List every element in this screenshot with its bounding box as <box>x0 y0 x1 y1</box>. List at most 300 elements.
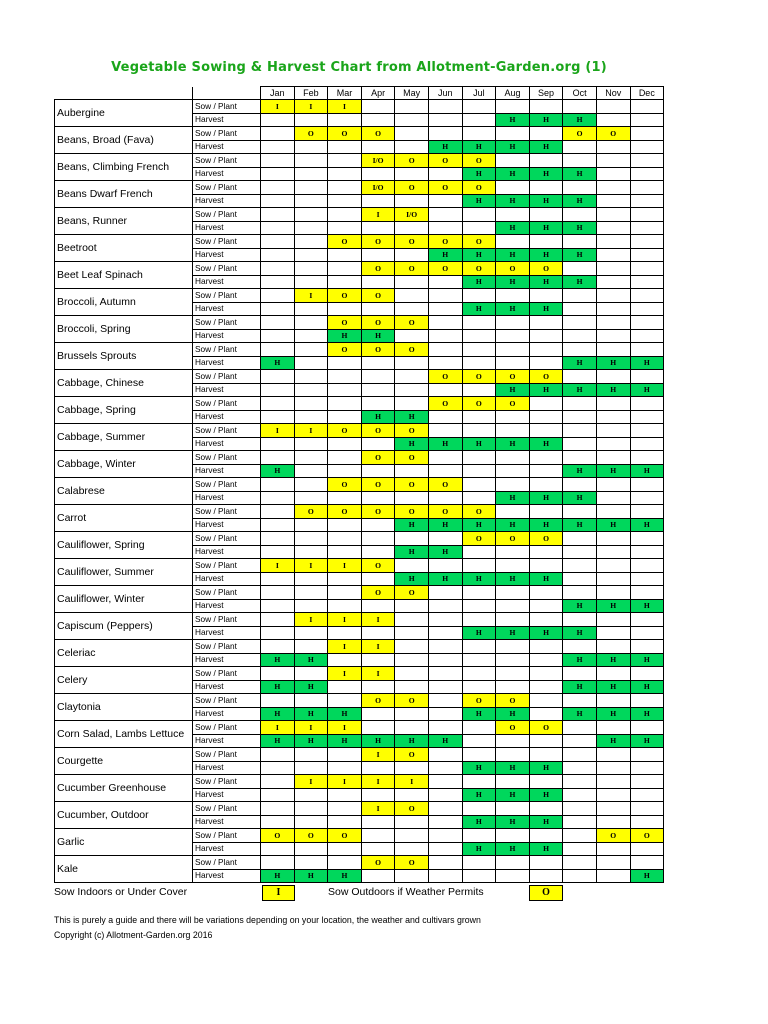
harvest-cell <box>361 248 395 262</box>
sow-cell <box>294 640 328 654</box>
harvest-cell <box>462 356 496 370</box>
harvest-cell <box>529 680 563 694</box>
sow-cell: O <box>496 532 530 546</box>
sow-cell <box>563 235 597 249</box>
sow-cell: O <box>496 370 530 384</box>
harvest-cell: H <box>529 140 563 154</box>
sow-cell: O <box>563 127 597 141</box>
sow-cell <box>529 127 563 141</box>
harvest-cell <box>294 329 328 343</box>
sow-cell <box>630 289 664 303</box>
harvest-cell <box>428 113 462 127</box>
harvest-cell <box>630 788 664 802</box>
sow-cell <box>328 181 362 195</box>
harvest-cell <box>630 761 664 775</box>
sow-cell <box>462 667 496 681</box>
sow-cell: I <box>395 775 429 789</box>
vegetable-name: Beans, Runner <box>55 208 193 235</box>
sow-cell: I <box>294 424 328 438</box>
sow-cell: O <box>428 397 462 411</box>
harvest-cell <box>563 761 597 775</box>
sow-cell <box>596 100 630 114</box>
sow-cell <box>428 316 462 330</box>
sow-cell: O <box>428 478 462 492</box>
harvest-cell <box>261 518 295 532</box>
sow-cell <box>529 802 563 816</box>
sow-cell: I <box>328 613 362 627</box>
harvest-cell <box>428 707 462 721</box>
sow-cell <box>261 154 295 168</box>
sow-cell <box>496 235 530 249</box>
harvest-cell <box>395 599 429 613</box>
harvest-cell: H <box>496 113 530 127</box>
harvest-cell <box>395 383 429 397</box>
sow-cell: I <box>328 100 362 114</box>
harvest-cell <box>328 410 362 424</box>
harvest-cell <box>361 869 395 883</box>
sow-cell <box>428 208 462 222</box>
sow-cell: I <box>361 208 395 222</box>
sow-label: Sow / Plant <box>193 397 261 411</box>
sow-cell <box>496 856 530 870</box>
harvest-cell <box>261 167 295 181</box>
sow-cell <box>294 154 328 168</box>
sow-cell: O <box>261 829 295 843</box>
harvest-cell: H <box>462 518 496 532</box>
sow-cell: O <box>395 586 429 600</box>
harvest-cell: H <box>596 383 630 397</box>
month-header: Sep <box>529 87 563 100</box>
sow-label: Sow / Plant <box>193 829 261 843</box>
harvest-cell <box>361 491 395 505</box>
sow-cell <box>630 667 664 681</box>
sow-cell: O <box>361 316 395 330</box>
harvest-cell <box>428 491 462 505</box>
harvest-label: Harvest <box>193 410 261 424</box>
sow-cell: O <box>328 316 362 330</box>
harvest-cell <box>563 410 597 424</box>
harvest-label: Harvest <box>193 221 261 235</box>
harvest-cell <box>361 707 395 721</box>
harvest-cell <box>294 842 328 856</box>
sow-cell <box>496 100 530 114</box>
sow-cell <box>328 856 362 870</box>
harvest-cell <box>361 599 395 613</box>
sow-label: Sow / Plant <box>193 478 261 492</box>
sow-cell: O <box>395 451 429 465</box>
harvest-cell <box>294 761 328 775</box>
harvest-cell: H <box>294 707 328 721</box>
harvest-cell: H <box>563 680 597 694</box>
sow-cell: O <box>428 262 462 276</box>
sow-label: Sow / Plant <box>193 694 261 708</box>
harvest-cell <box>261 572 295 586</box>
sow-cell <box>395 397 429 411</box>
sow-cell <box>361 721 395 735</box>
sow-cell <box>395 100 429 114</box>
harvest-label: Harvest <box>193 140 261 154</box>
sow-cell <box>462 127 496 141</box>
sow-cell <box>496 748 530 762</box>
sow-cell: O <box>361 856 395 870</box>
sow-cell <box>630 424 664 438</box>
harvest-cell <box>395 815 429 829</box>
vegetable-name: Beetroot <box>55 235 193 262</box>
sow-label: Sow / Plant <box>193 127 261 141</box>
harvest-cell: H <box>361 329 395 343</box>
sow-cell <box>261 397 295 411</box>
harvest-cell: H <box>328 869 362 883</box>
harvest-cell: H <box>496 302 530 316</box>
sow-cell <box>261 613 295 627</box>
harvest-cell <box>596 815 630 829</box>
harvest-cell <box>428 626 462 640</box>
harvest-cell <box>596 761 630 775</box>
harvest-cell <box>395 680 429 694</box>
sow-cell <box>563 748 597 762</box>
sow-cell <box>596 559 630 573</box>
harvest-cell <box>261 842 295 856</box>
harvest-cell <box>261 113 295 127</box>
sow-cell: O <box>529 262 563 276</box>
harvest-cell <box>630 572 664 586</box>
sow-cell <box>596 640 630 654</box>
harvest-cell: H <box>529 788 563 802</box>
harvest-cell: H <box>462 140 496 154</box>
vegetable-name: Beans, Climbing French <box>55 154 193 181</box>
harvest-cell <box>529 329 563 343</box>
sow-cell: O <box>361 586 395 600</box>
harvest-cell <box>529 653 563 667</box>
harvest-cell <box>361 113 395 127</box>
sow-cell <box>261 181 295 195</box>
sow-label: Sow / Plant <box>193 856 261 870</box>
harvest-cell <box>395 194 429 208</box>
harvest-cell <box>596 113 630 127</box>
sow-cell: O <box>361 559 395 573</box>
sow-cell <box>328 532 362 546</box>
harvest-cell: H <box>428 437 462 451</box>
harvest-cell <box>395 626 429 640</box>
harvest-cell: H <box>496 572 530 586</box>
sow-cell: I <box>294 775 328 789</box>
sow-cell <box>395 127 429 141</box>
sow-cell <box>496 802 530 816</box>
harvest-cell <box>563 545 597 559</box>
sow-cell: O <box>496 397 530 411</box>
sow-cell <box>261 532 295 546</box>
harvest-cell: H <box>630 518 664 532</box>
harvest-cell <box>596 194 630 208</box>
harvest-cell: H <box>529 842 563 856</box>
sow-cell: O <box>328 343 362 357</box>
sow-cell <box>630 694 664 708</box>
harvest-cell <box>596 275 630 289</box>
harvest-label: Harvest <box>193 302 261 316</box>
harvest-label: Harvest <box>193 491 261 505</box>
harvest-cell: H <box>462 194 496 208</box>
sow-cell <box>630 802 664 816</box>
sow-cell <box>294 262 328 276</box>
harvest-cell <box>261 437 295 451</box>
harvest-cell <box>428 410 462 424</box>
harvest-cell <box>395 302 429 316</box>
harvest-cell: H <box>361 410 395 424</box>
sow-cell: O <box>395 505 429 519</box>
vegetable-name: Claytonia <box>55 694 193 721</box>
sow-cell <box>563 343 597 357</box>
harvest-cell <box>395 653 429 667</box>
sow-cell <box>563 694 597 708</box>
sow-cell <box>462 802 496 816</box>
month-header: Jun <box>428 87 462 100</box>
sow-label: Sow / Plant <box>193 505 261 519</box>
sow-cell <box>395 289 429 303</box>
sow-row <box>55 208 664 222</box>
harvest-cell <box>395 221 429 235</box>
harvest-cell: H <box>563 383 597 397</box>
harvest-cell <box>496 653 530 667</box>
harvest-cell <box>328 788 362 802</box>
harvest-cell: H <box>462 761 496 775</box>
sow-cell: I <box>328 559 362 573</box>
sow-cell <box>563 613 597 627</box>
harvest-cell <box>428 302 462 316</box>
harvest-cell <box>395 761 429 775</box>
harvest-label: Harvest <box>193 194 261 208</box>
harvest-cell: H <box>261 653 295 667</box>
sow-cell <box>395 829 429 843</box>
sow-cell: I <box>361 613 395 627</box>
harvest-cell <box>529 545 563 559</box>
sow-cell <box>630 856 664 870</box>
sow-cell <box>428 667 462 681</box>
harvest-cell: H <box>630 599 664 613</box>
sow-cell <box>462 289 496 303</box>
harvest-cell <box>630 194 664 208</box>
harvest-cell <box>395 491 429 505</box>
sow-cell <box>630 505 664 519</box>
harvest-cell <box>563 140 597 154</box>
sow-cell <box>261 208 295 222</box>
sow-cell <box>630 721 664 735</box>
harvest-cell <box>361 275 395 289</box>
harvest-cell <box>630 302 664 316</box>
harvest-label: Harvest <box>193 248 261 262</box>
harvest-cell <box>462 464 496 478</box>
sow-cell <box>563 424 597 438</box>
harvest-cell: H <box>395 572 429 586</box>
vegetable-name: Beet Leaf Spinach <box>55 262 193 289</box>
harvest-cell <box>294 545 328 559</box>
harvest-cell <box>395 248 429 262</box>
vegetable-name: Cauliflower, Winter <box>55 586 193 613</box>
harvest-cell <box>596 221 630 235</box>
harvest-label: Harvest <box>193 437 261 451</box>
sow-cell <box>630 343 664 357</box>
harvest-cell <box>261 491 295 505</box>
sow-cell <box>294 748 328 762</box>
sow-cell: O <box>462 235 496 249</box>
sow-label: Sow / Plant <box>193 586 261 600</box>
sow-cell: I <box>328 721 362 735</box>
sow-cell <box>630 100 664 114</box>
sow-row <box>55 154 664 168</box>
harvest-cell <box>294 572 328 586</box>
sow-cell <box>294 208 328 222</box>
sow-cell: O <box>496 694 530 708</box>
sow-cell: O <box>529 721 563 735</box>
sow-cell: O <box>395 316 429 330</box>
sow-row <box>55 694 664 708</box>
harvest-cell <box>361 356 395 370</box>
sow-row <box>55 721 664 735</box>
harvest-cell <box>328 653 362 667</box>
sow-cell <box>529 316 563 330</box>
month-header: Apr <box>361 87 395 100</box>
legend-indoor-label: Sow Indoors or Under Cover <box>54 886 188 898</box>
harvest-cell <box>328 680 362 694</box>
sow-cell <box>294 586 328 600</box>
harvest-cell <box>328 302 362 316</box>
sow-cell <box>630 370 664 384</box>
sow-cell <box>596 262 630 276</box>
harvest-cell <box>462 221 496 235</box>
sow-cell <box>596 586 630 600</box>
sow-row <box>55 343 664 357</box>
sow-cell: I <box>361 802 395 816</box>
sow-label: Sow / Plant <box>193 181 261 195</box>
sow-cell: I <box>294 721 328 735</box>
sow-cell <box>630 478 664 492</box>
harvest-cell <box>596 842 630 856</box>
sow-cell: O <box>462 694 496 708</box>
sow-cell <box>596 316 630 330</box>
month-header: Jan <box>261 87 295 100</box>
sow-cell <box>529 235 563 249</box>
sow-cell: I <box>361 748 395 762</box>
sow-cell: O <box>496 262 530 276</box>
sow-cell: O <box>328 235 362 249</box>
harvest-cell: H <box>395 734 429 748</box>
harvest-cell <box>428 680 462 694</box>
harvest-cell: H <box>529 437 563 451</box>
vegetable-name: Celeriac <box>55 640 193 667</box>
sow-cell: I <box>328 775 362 789</box>
sow-cell: I <box>294 559 328 573</box>
sow-cell <box>294 181 328 195</box>
sow-cell <box>428 775 462 789</box>
sow-cell <box>462 424 496 438</box>
harvest-label: Harvest <box>193 275 261 289</box>
harvest-cell <box>361 842 395 856</box>
sow-label: Sow / Plant <box>193 316 261 330</box>
harvest-cell <box>428 356 462 370</box>
harvest-label: Harvest <box>193 869 261 883</box>
sow-cell <box>529 586 563 600</box>
harvest-cell <box>563 437 597 451</box>
harvest-cell: H <box>563 599 597 613</box>
harvest-cell <box>361 302 395 316</box>
sow-cell <box>462 208 496 222</box>
sow-cell <box>630 532 664 546</box>
harvest-cell <box>428 653 462 667</box>
sow-cell <box>261 343 295 357</box>
sow-cell <box>261 478 295 492</box>
sow-cell: O <box>361 127 395 141</box>
sow-cell <box>361 100 395 114</box>
harvest-cell <box>294 815 328 829</box>
sow-cell: I <box>261 424 295 438</box>
sow-cell: O <box>395 262 429 276</box>
sow-cell <box>596 478 630 492</box>
sow-cell: O <box>596 829 630 843</box>
sow-label: Sow / Plant <box>193 667 261 681</box>
sow-cell <box>496 667 530 681</box>
sow-cell <box>563 829 597 843</box>
harvest-cell <box>428 329 462 343</box>
sow-cell <box>496 478 530 492</box>
sow-cell <box>261 667 295 681</box>
sow-cell: O <box>462 154 496 168</box>
harvest-cell <box>328 275 362 289</box>
sow-cell: O <box>395 181 429 195</box>
sow-cell <box>496 316 530 330</box>
sow-cell <box>328 370 362 384</box>
sow-cell <box>529 640 563 654</box>
harvest-cell: H <box>462 275 496 289</box>
harvest-cell <box>395 707 429 721</box>
harvest-cell <box>630 221 664 235</box>
sow-cell <box>395 370 429 384</box>
harvest-cell <box>294 194 328 208</box>
sow-cell: I <box>361 775 395 789</box>
sow-label: Sow / Plant <box>193 451 261 465</box>
sow-cell <box>563 721 597 735</box>
harvest-cell <box>361 572 395 586</box>
harvest-cell: H <box>596 680 630 694</box>
harvest-cell <box>462 869 496 883</box>
sow-cell <box>395 667 429 681</box>
harvest-cell: H <box>529 275 563 289</box>
harvest-cell <box>361 815 395 829</box>
harvest-label: Harvest <box>193 734 261 748</box>
sow-cell <box>563 208 597 222</box>
sow-cell: I <box>294 289 328 303</box>
harvest-cell: H <box>462 437 496 451</box>
sow-cell <box>529 856 563 870</box>
harvest-cell <box>630 842 664 856</box>
harvest-cell <box>328 464 362 478</box>
sow-label: Sow / Plant <box>193 370 261 384</box>
sow-cell <box>630 586 664 600</box>
corner-blank <box>55 87 193 100</box>
sow-cell <box>596 505 630 519</box>
harvest-cell: H <box>261 707 295 721</box>
harvest-cell: H <box>462 626 496 640</box>
sow-cell <box>361 397 395 411</box>
sow-cell <box>462 586 496 600</box>
harvest-cell <box>496 734 530 748</box>
harvest-cell <box>361 221 395 235</box>
sow-row <box>55 775 664 789</box>
harvest-cell <box>361 140 395 154</box>
harvest-cell <box>428 464 462 478</box>
sow-cell <box>630 235 664 249</box>
sow-cell <box>261 235 295 249</box>
sow-cell <box>529 748 563 762</box>
sow-cell: O <box>328 424 362 438</box>
